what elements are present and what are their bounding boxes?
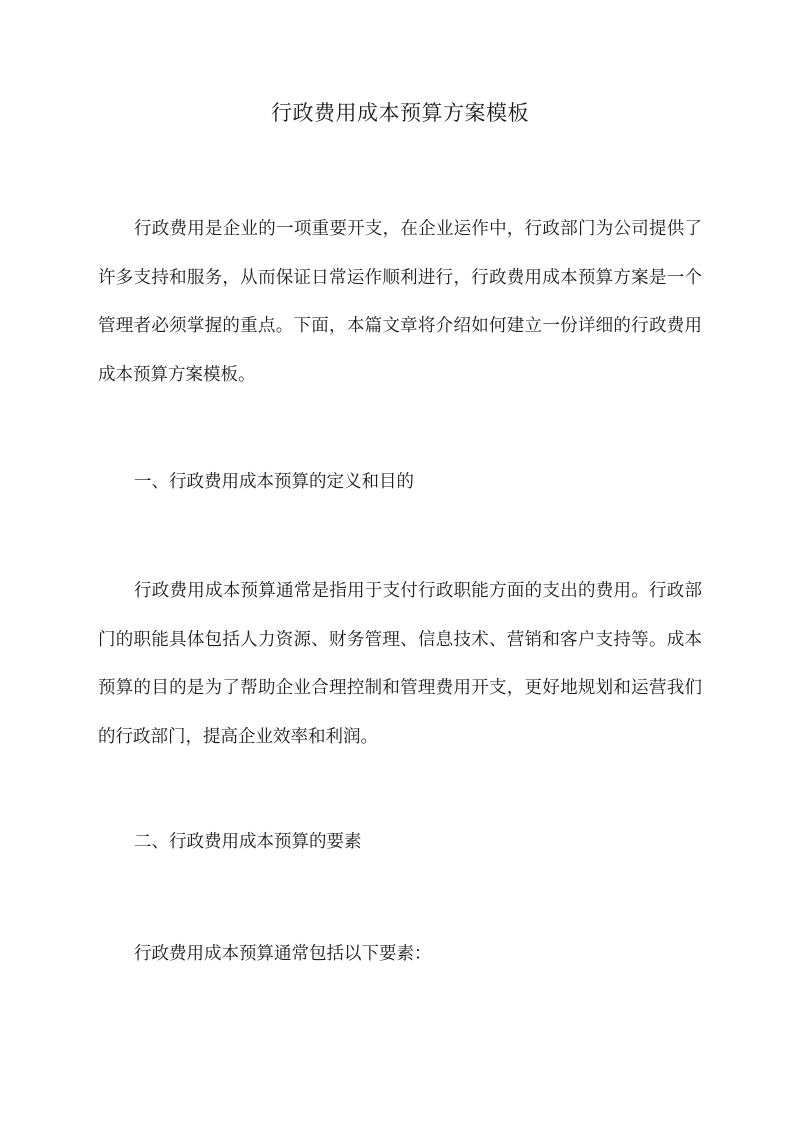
intro-paragraph: 行政费用是企业的一项重要开支，在企业运作中，行政部门为公司提供了许多支持和服务，从而保证日常运作顺利进行，行政费用成本预算方案是一个管理者必须掌握的重点。下面，本篇文章将介绍如何建立一份详细的行政费用成本预算方案模板。 (98, 219, 702, 385)
definition-paragraph: 行政费用成本预算通常是指用于支付行政职能方面的支出的费用。行政部门的职能具体包括人力资源、财务管理、信息技术、营销和客户支持等。成本预算的目的是为了帮助企业合理控制和管理费用开支，更好地规划和运营我们的行政部门，提高企业效率和利润。 (98, 581, 702, 747)
section-heading-elements: 二、行政费用成本预算的要素 (134, 832, 362, 852)
elements-paragraph: 行政费用成本预算通常包括以下要素： (134, 944, 432, 964)
document-title: 行政费用成本预算方案模板 (271, 101, 529, 125)
section-heading-definition: 一、行政费用成本预算的定义和目的 (134, 472, 414, 492)
